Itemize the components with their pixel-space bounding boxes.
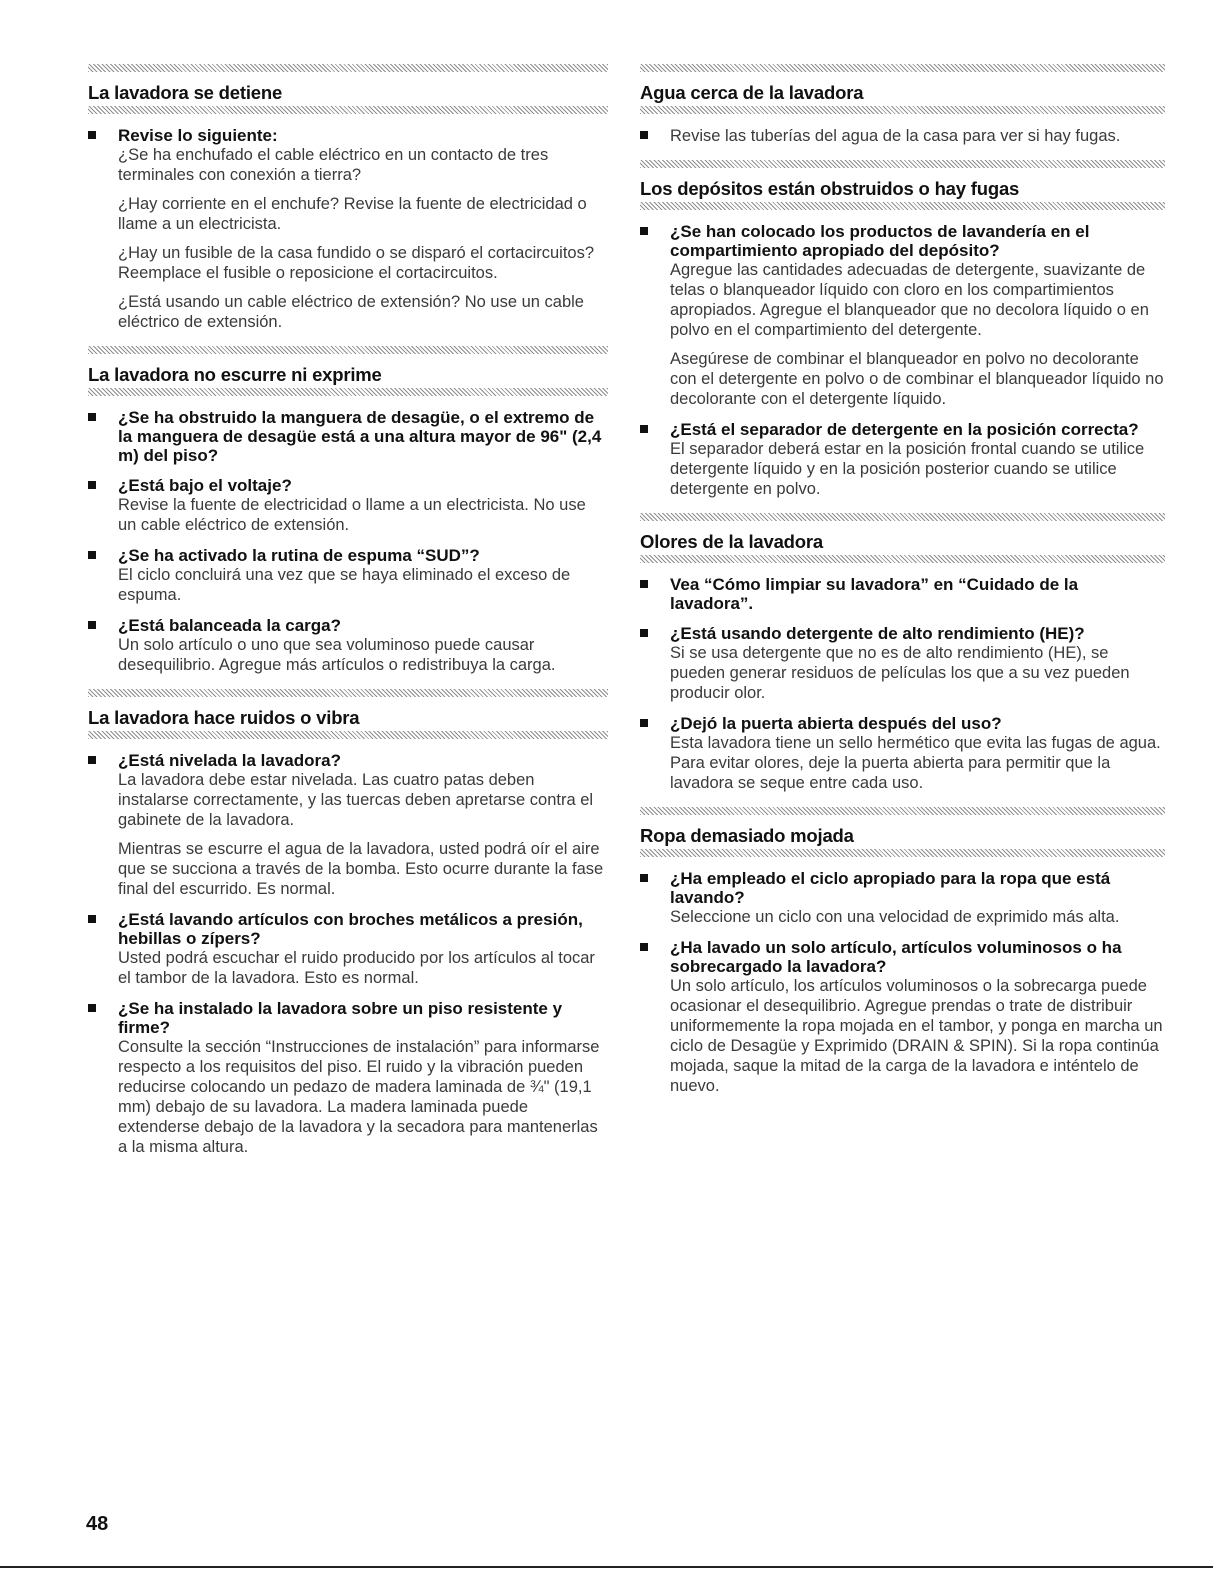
bullet-icon [88, 481, 96, 489]
list-item [88, 408, 608, 465]
top-divider [640, 513, 1165, 521]
item-question: Revise lo siguiente: [118, 126, 278, 145]
item-paragraph: El ciclo concluirá una vez que se haya eliminado el exceso de espuma. [118, 566, 571, 604]
item-paragraph: ¿Se ha enchufado el cable eléctrico en un contacto de tres terminales con conexión a tierra? [118, 146, 549, 184]
right-column [640, 64, 1165, 1110]
section-title: La lavadora se detiene [88, 82, 283, 103]
bullet-icon [640, 874, 648, 882]
bullet-icon [88, 621, 96, 629]
item-paragraph: Un solo artículo, los artículos voluminosos o la sobrecarga puede ocasionar el desequilibrio. Agregue prendas o trate de distribuir uniformemente la ropa mojada en el tambor, y ponga en marcha un ciclo de Desagüe y Exprimido (DRAIN & SPIN). Si la ropa continúa mojada, saque la mitad de la carga de la lavadora e inténtelo de nuevo. [670, 977, 1163, 1095]
list-item [88, 910, 608, 988]
item-paragraph: Un solo artículo o uno que sea voluminoso puede causar desequilibrio. Agregue más artículos o redistribuya la carga. [118, 636, 556, 674]
item-question: ¿Está usando detergente de alto rendimiento (HE)? [670, 624, 1085, 643]
top-divider [88, 346, 608, 354]
section-agua [640, 64, 1165, 146]
item-question: Vea “Cómo limpiar su lavadora” en “Cuidado de la lavadora”. [670, 575, 1079, 613]
list-item [88, 476, 608, 535]
section-title: Olores de la lavadora [640, 531, 823, 552]
item-question: ¿Está nivelada la lavadora? [118, 751, 341, 770]
bottom-divider [88, 731, 608, 739]
item-question: ¿Se han colocado los productos de lavandería en el compartimiento apropiado del depósito? [670, 222, 1090, 260]
section-title: Agua cerca de la lavadora [640, 82, 864, 103]
item-paragraph: Usted podrá escuchar el ruido producido por los artículos al tocar el tambor de la lavadora. Esto es normal. [118, 949, 595, 987]
item-paragraph: ¿Hay un fusible de la casa fundido o se disparó el cortacircuitos? Reemplace el fusible o reposicione el cortacircuitos. [118, 244, 595, 282]
list-item [88, 616, 608, 675]
bullet-icon [88, 131, 96, 139]
section-title: Los depósitos están obstruidos o hay fugas [640, 178, 1020, 199]
item-question: ¿Se ha activado la rutina de espuma “SUD”? [118, 546, 480, 565]
section-title: Ropa demasiado mojada [640, 825, 854, 846]
bottom-divider [640, 849, 1165, 857]
item-paragraph: Agregue las cantidades adecuadas de detergente, suavizante de telas o blanqueador líquido con cloro en los compartimientos apropiados. Agregue el blanqueador que no decolora líquido o en polvo en el compartimiento del detergente. [670, 261, 1149, 339]
item-paragraph: Revise la fuente de electricidad o llame a un electricista. No use un cable eléctrico de extensión. [118, 496, 586, 534]
bullet-icon [640, 131, 648, 139]
item-question: ¿Está el separador de detergente en la posición correcta? [670, 420, 1139, 439]
bullet-icon [640, 227, 648, 235]
section-title: La lavadora hace ruidos o vibra [88, 707, 360, 728]
item-paragraph: Consulte la sección “Instrucciones de instalación” para informarse respecto a los requisitos del piso. El ruido y la vibración pueden reducirse colocando un pedazo de madera laminada de ¾" (19,1 mm) debajo de su lavadora. La madera laminada puede extenderse debajo de la lavadora y la secadora para mantenerlas a la misma altura. [118, 1038, 600, 1156]
list-item [88, 751, 608, 899]
top-divider [88, 64, 608, 72]
bullet-icon [88, 1004, 96, 1012]
bullet-icon [640, 719, 648, 727]
item-paragraph: El separador deberá estar en la posición frontal cuando se utilice detergente líquido y en la posición posterior cuando se utilice detergente en polvo. [670, 440, 1145, 498]
item-paragraph: Mientras se escurre el agua de la lavadora, usted podrá oír el aire que se succiona a través de la bomba. Esto ocurre durante la fase final del escurrido. Es normal. [118, 840, 604, 898]
item-question: ¿Se ha obstruido la manguera de desagüe, o el extremo de la manguera de desagüe está a una altura mayor de 96" (2,4 m) del piso? [118, 408, 602, 465]
item-paragraph: Esta lavadora tiene un sello hermético que evita las fugas de agua. Para evitar olores, deje la puerta abierta para permitir que la lavadora se seque entre cada uso. [670, 734, 1161, 792]
section-title: La lavadora no escurre ni exprime [88, 364, 382, 385]
section-ruidos [88, 689, 608, 1157]
item-question: ¿Ha empleado el ciclo apropiado para la ropa que está lavando? [670, 869, 1111, 907]
bullet-icon [640, 629, 648, 637]
top-divider [88, 689, 608, 697]
list-item [640, 575, 1165, 613]
item-question: ¿Está lavando artículos con broches metálicos a presión, hebillas o zípers? [118, 910, 583, 948]
item-paragraph: La lavadora debe estar nivelada. Las cuatro patas deben instalarse correctamente, y las tuercas deben apretarse contra el gabinete de la lavadora. [118, 771, 594, 829]
list-item [640, 126, 1165, 146]
list-item [640, 222, 1165, 409]
top-divider [640, 64, 1165, 72]
bullet-icon [88, 756, 96, 764]
list-item [640, 714, 1165, 793]
bottom-divider [640, 106, 1165, 114]
item-paragraph: Si se usa detergente que no es de alto rendimiento (HE), se pueden generar residuos de películas los que a su vez pueden producir olor. [670, 644, 1130, 702]
top-divider [640, 807, 1165, 815]
bullet-icon [640, 943, 648, 951]
bullet-icon [640, 425, 648, 433]
list-item [640, 938, 1165, 1096]
item-question: ¿Dejó la puerta abierta después del uso? [670, 714, 1002, 733]
section-no-escurre [88, 346, 608, 675]
page-number: 48 [86, 1513, 109, 1535]
bottom-divider [88, 388, 608, 396]
bullet-icon [88, 413, 96, 421]
item-question: ¿Está balanceada la carga? [118, 616, 341, 635]
footer-divider [0, 1566, 1213, 1568]
list-item [88, 546, 608, 605]
bottom-divider [88, 106, 608, 114]
item-question: ¿Ha lavado un solo artículo, artículos voluminosos o ha sobrecargado la lavadora? [670, 938, 1122, 976]
section-ropa-mojada [640, 807, 1165, 1096]
item-paragraph: ¿Hay corriente en el enchufe? Revise la fuente de electricidad o llame a un electricista. [118, 195, 587, 233]
item-question: ¿Se ha instalado la lavadora sobre un piso resistente y firme? [118, 999, 563, 1037]
section-depositos [640, 160, 1165, 499]
bottom-divider [640, 555, 1165, 563]
item-paragraph: Asegúrese de combinar el blanqueador en polvo no decolorante con el detergente en polvo o de combinar el blanqueador líquido no decolorante con el detergente líquido. [670, 350, 1164, 408]
bottom-divider [640, 202, 1165, 210]
list-item [88, 999, 608, 1157]
item-paragraph: ¿Está usando un cable eléctrico de extensión? No use un cable eléctrico de extensión. [118, 293, 584, 331]
item-paragraph: Revise las tuberías del agua de la casa para ver si hay fugas. [670, 127, 1121, 145]
list-item [88, 126, 608, 332]
bullet-icon [88, 551, 96, 559]
left-column [88, 64, 608, 1171]
bullet-icon [88, 915, 96, 923]
list-item [640, 869, 1165, 927]
list-item [640, 420, 1165, 499]
section-detiene [88, 64, 608, 332]
top-divider [640, 160, 1165, 168]
bullet-icon [640, 580, 648, 588]
list-item [640, 624, 1165, 703]
section-olores [640, 513, 1165, 793]
item-paragraph: Seleccione un ciclo con una velocidad de exprimido más alta. [670, 908, 1120, 926]
item-question: ¿Está bajo el voltaje? [118, 476, 292, 495]
